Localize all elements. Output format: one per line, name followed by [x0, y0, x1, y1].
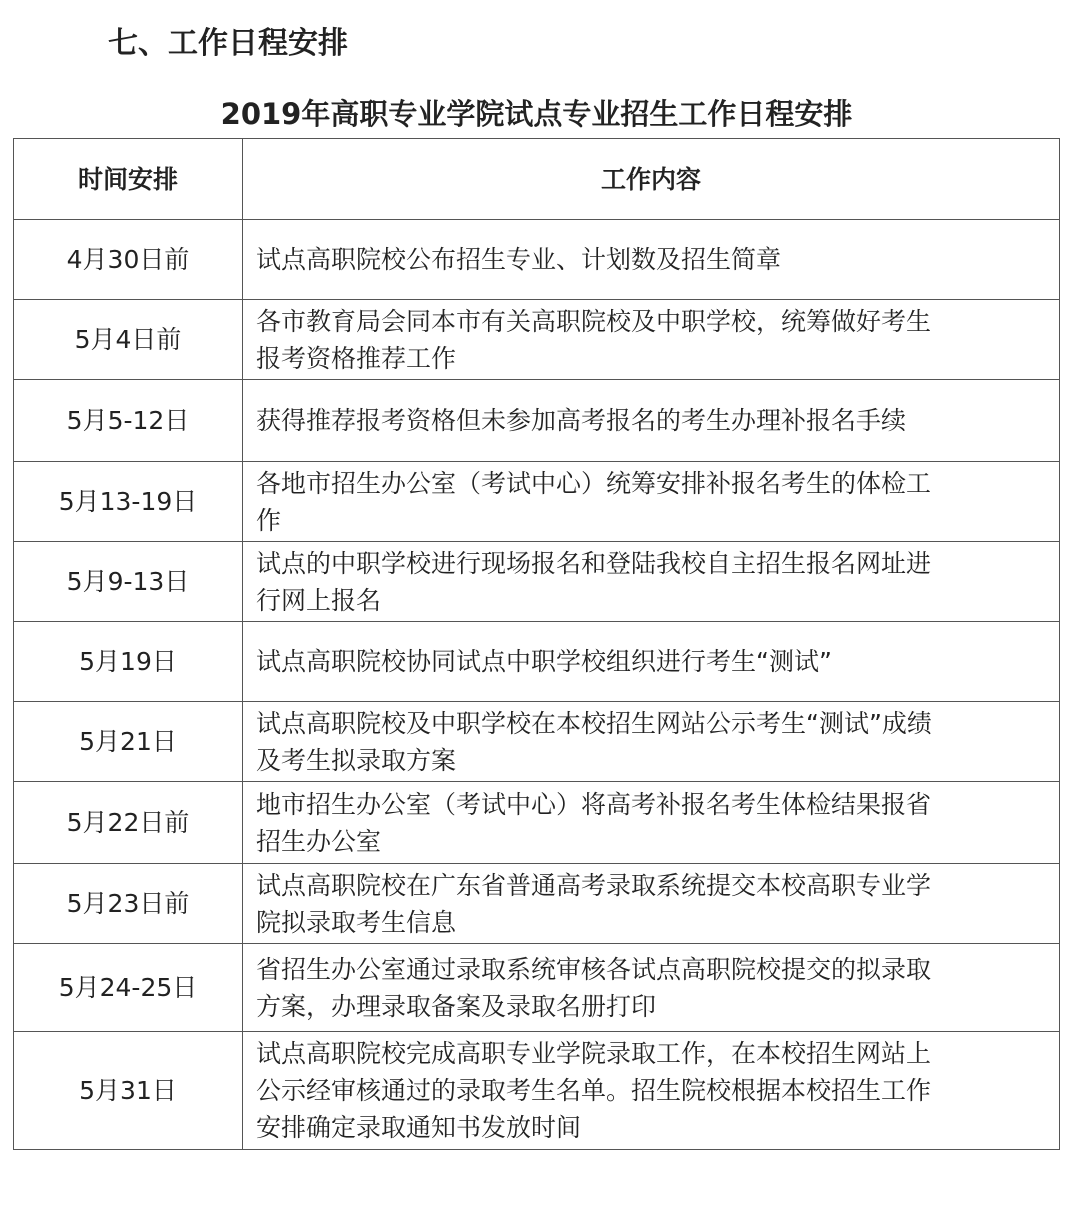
table-row — [14, 220, 1060, 300]
row-content: 各市教育局会同本市有关高职院校及中职学校，统筹做好考生 报考资格推荐工作 — [243, 300, 1060, 380]
section-heading: 七、工作日程安排 — [108, 26, 348, 61]
table-row — [14, 622, 1060, 702]
row-time: 5月5-12日 — [14, 380, 243, 462]
row-content: 试点高职院校在广东省普通高考录取系统提交本校高职专业学 院拟录取考生信息 — [243, 864, 1060, 944]
row-time: 4月30日前 — [14, 220, 243, 300]
table-row — [14, 944, 1060, 1032]
row-content: 试点高职院校公布招生专业、计划数及招生简章 — [243, 220, 1060, 300]
row-time: 5月19日 — [14, 622, 243, 702]
row-time: 5月4日前 — [14, 300, 243, 380]
table-row — [14, 1032, 1060, 1150]
header-time: 时间安排 — [14, 139, 243, 220]
row-content: 试点高职院校完成高职专业学院录取工作，在本校招生网站上 公示经审核通过的录取考生名单。招生院校根据本校招生工作 安排确定录取通知书发放时间 — [243, 1032, 1060, 1150]
row-content: 省招生办公室通过录取系统审核各试点高职院校提交的拟录取 方案，办理录取备案及录取名册打印 — [243, 944, 1060, 1032]
table-title: 2019年高职专业学院试点专业招生工作日程安排 — [220, 97, 853, 131]
row-content: 地市招生办公室（考试中心）将高考补报名考生体检结果报省 招生办公室 — [243, 782, 1060, 864]
row-content: 试点高职院校协同试点中职学校组织进行考生“测试” — [243, 622, 1060, 702]
row-time: 5月21日 — [14, 702, 243, 782]
row-time: 5月13-19日 — [14, 462, 243, 542]
table-row — [14, 462, 1060, 542]
row-time: 5月23日前 — [14, 864, 243, 944]
row-content: 获得推荐报考资格但未参加高考报名的考生办理补报名手续 — [243, 380, 1060, 462]
row-time: 5月9-13日 — [14, 542, 243, 622]
table-row — [14, 542, 1060, 622]
header-content: 工作内容 — [243, 139, 1060, 220]
table-row — [14, 702, 1060, 782]
table-row — [14, 864, 1060, 944]
row-content: 试点高职院校及中职学校在本校招生网站公示考生“测试”成绩 及考生拟录取方案 — [243, 702, 1060, 782]
schedule-table — [13, 138, 1060, 1150]
table-row — [14, 782, 1060, 864]
row-time: 5月22日前 — [14, 782, 243, 864]
row-time: 5月24-25日 — [14, 944, 243, 1032]
table-row — [14, 380, 1060, 462]
table-header-row — [14, 139, 1060, 220]
row-time: 5月31日 — [14, 1032, 243, 1150]
table-row — [14, 300, 1060, 380]
row-content: 各地市招生办公室（考试中心）统筹安排补报名考生的体检工 作 — [243, 462, 1060, 542]
row-content: 试点的中职学校进行现场报名和登陆我校自主招生报名网址进 行网上报名 — [243, 542, 1060, 622]
